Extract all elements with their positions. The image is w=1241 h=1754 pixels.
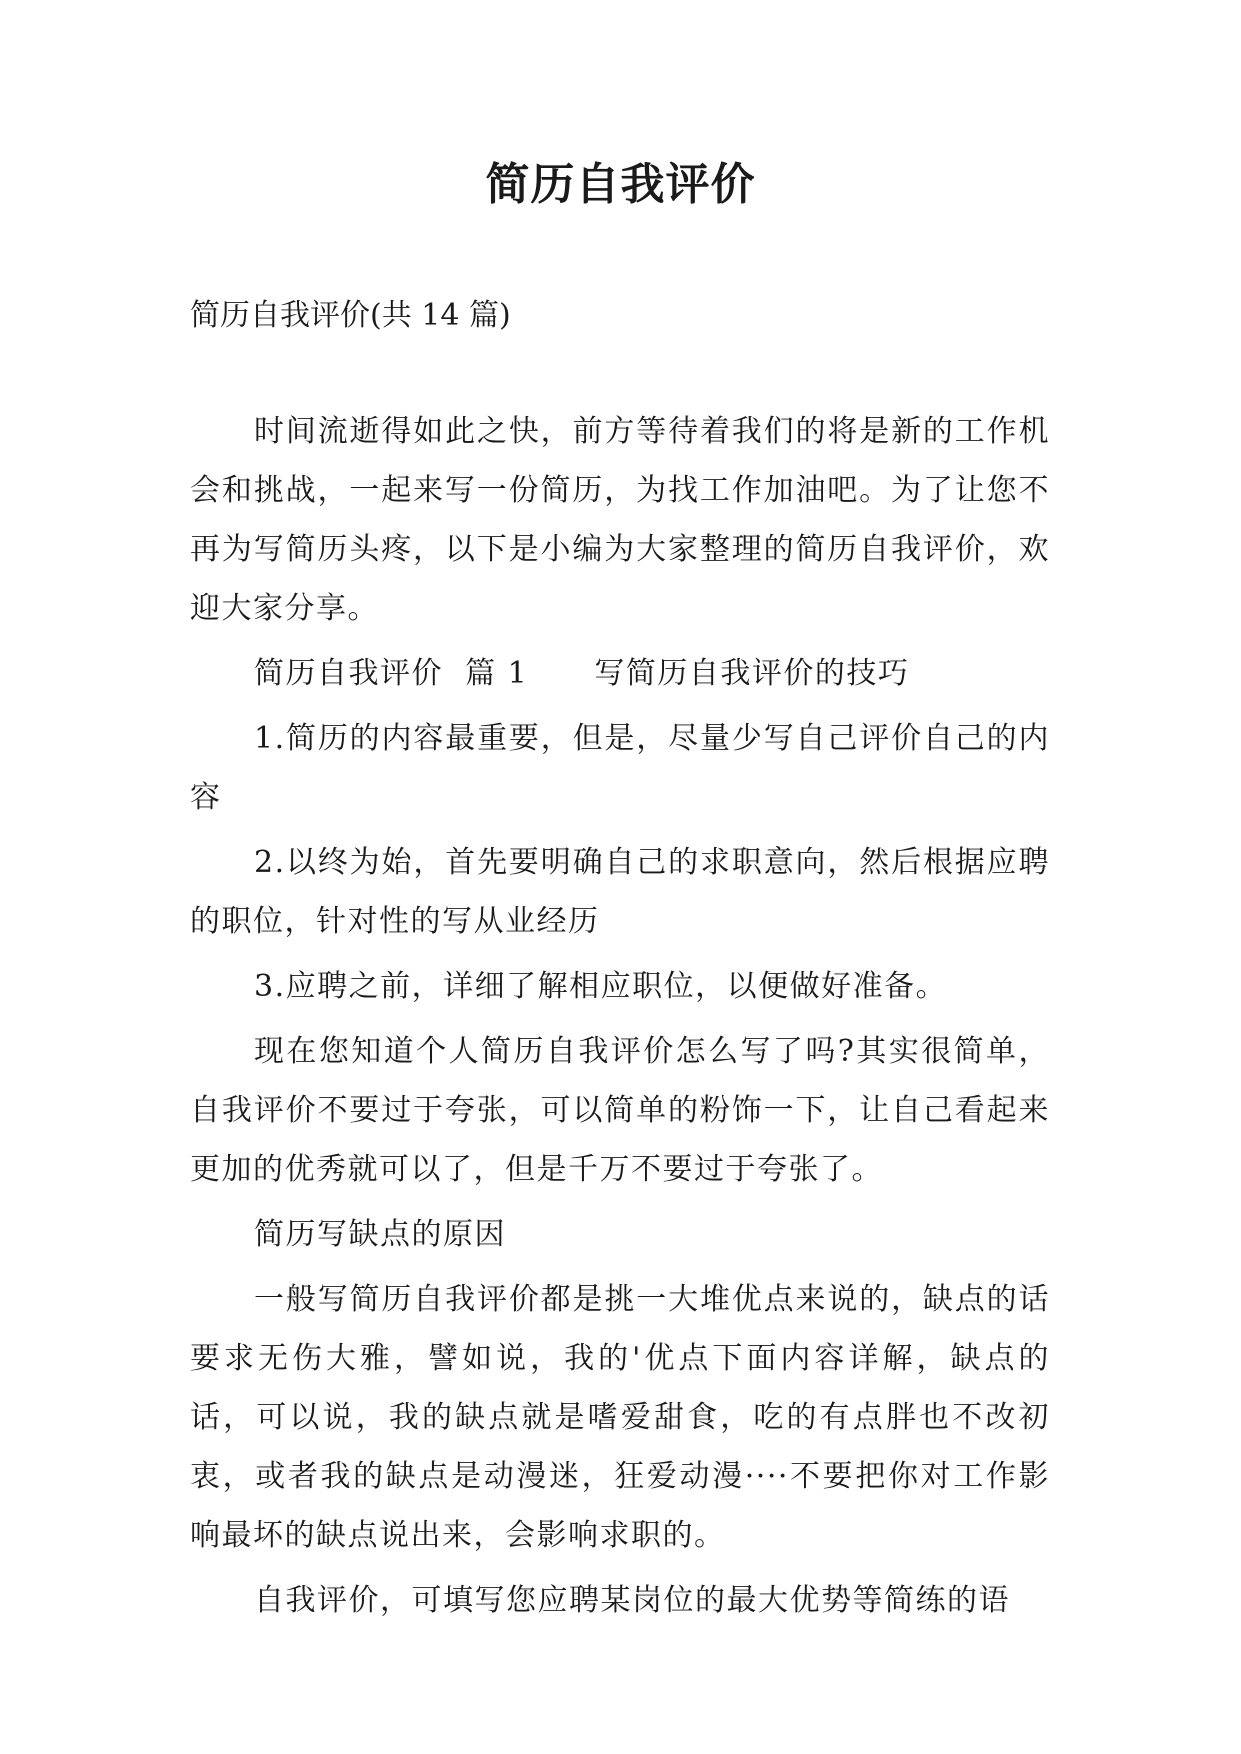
tip-item-1: 1.简历的内容最重要，但是，尽量少写自己评价自己的内容 [190, 721, 1050, 815]
document-body [190, 402, 1050, 1636]
paragraph-intro: 时间流逝得如此之快，前方等待着我们的将是新的工作机会和挑战，一起来写一份简历，为找工作加油吧。为了让您不再为写简历头疼，以下是小编为大家整理的简历自我评价，欢迎大家分享。 [190, 414, 1050, 626]
tip-item-2: 2.以终为始，首先要明确自己的求职意向，然后根据应聘的职位，针对性的写从业经历 [190, 845, 1050, 939]
document-title: 简历自我评价 [485, 159, 756, 210]
paragraph-summary: 现在您知道个人简历自我评价怎么写了吗?其实很简单，自我评价不要过于夸张，可以简单的粉饰一下，让自己看起来更加的优秀就可以了，但是千万不要过于夸张了。 [190, 1034, 1050, 1187]
section-heading-1: 简历自我评价 篇 1 写简历自我评价的技巧 [254, 656, 910, 691]
paragraph-self-evaluation: 自我评价，可填写您应聘某岗位的最大优势等简练的语 [254, 1583, 1010, 1618]
section-heading-weakness: 简历写缺点的原因 [254, 1217, 506, 1252]
paragraph-weakness: 一般写简历自我评价都是挑一大堆优点来说的，缺点的话要求无伤大雅，譬如说，我的'优点下面内容详解，缺点的话，可以说，我的缺点就是嗜爱甜食，吃的有点胖也不改初衷，或者我的缺点是动漫迷，狂爱动漫····不要把你对工作影响最坏的缺点说出来，会影响求职的。 [190, 1282, 1050, 1553]
document-subtitle: 简历自我评价(共 14 篇) [190, 298, 511, 333]
tip-item-3: 3.应聘之前，详细了解相应职位，以便做好准备。 [254, 969, 948, 1004]
